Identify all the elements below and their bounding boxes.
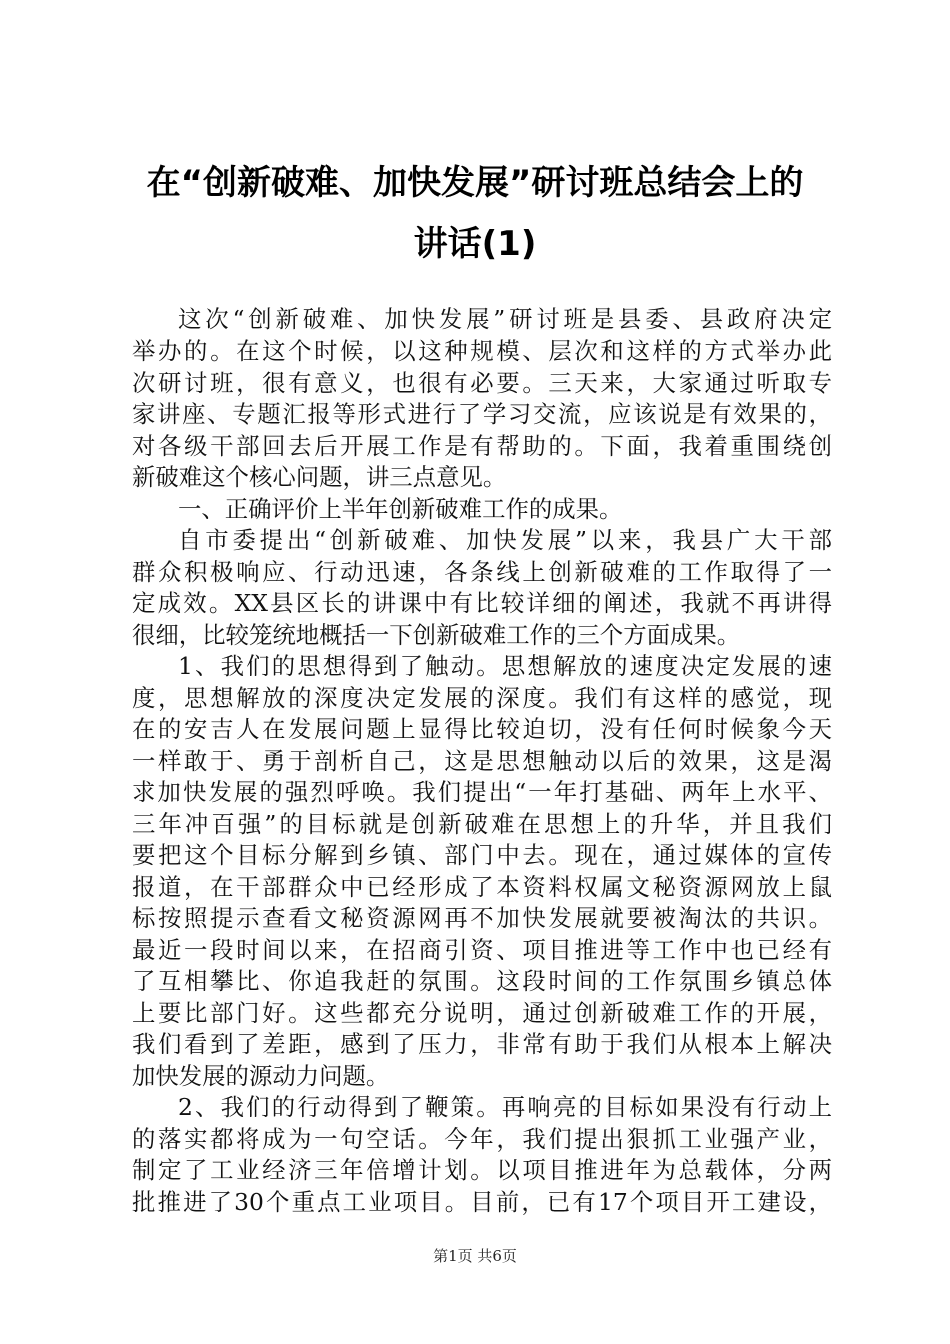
- body-line: 这次“创新破难、加快发展”研讨班是县委、县政府决定: [178, 305, 832, 333]
- body-line: 对各级干部回去后开展工作是有帮助的。下面，我着重围绕创: [132, 432, 832, 460]
- document-title-line-1: 在“创新破难、加快发展”研讨班总结会上的: [146, 163, 804, 203]
- body-line: 求加快发展的强烈呼唤。我们提出“一年打基础、两年上水平、: [132, 778, 832, 806]
- body-line: 举办的。在这个时候，以这种规模、层次和这样的方式举办此: [132, 337, 832, 365]
- document-title-line-2: 讲话(1): [413, 224, 537, 264]
- body-line: 报道，在干部群众中已经形成了本资料权属文秘资源网放上鼠: [132, 873, 832, 901]
- body-line: 最近一段时间以来，在招商引资、项目推进等工作中也已经有: [132, 936, 832, 964]
- body-line: 度，思想解放的深度决定发展的深度。我们有这样的感觉，现: [132, 684, 832, 712]
- body-line: 三年冲百强”的目标就是创新破难在思想上的升华，并且我们: [132, 810, 832, 838]
- body-line: 的落实都将成为一句空话。今年，我们提出狠抓工业强产业，: [132, 1125, 832, 1153]
- body-line: 自市委提出“创新破难、加快发展”以来，我县广大干部: [178, 526, 832, 554]
- body-line: 很细，比较笼统地概括一下创新破难工作的三个方面成果。: [132, 621, 741, 649]
- body-line: 新破难这个核心问题，讲三点意见。: [132, 463, 507, 491]
- body-line: 标按照提示查看文秘资源网再不加快发展就要被淘汰的共识。: [132, 904, 832, 932]
- body-line: 次研讨班，很有意义，也很有必要。三天来，大家通过听取专: [132, 369, 832, 397]
- body-line: 2、我们的行动得到了鞭策。再响亮的目标如果没有行动上: [178, 1093, 832, 1121]
- body-line: 制定了工业经济三年倍增计划。以项目推进年为总载体，分两: [132, 1156, 832, 1184]
- body-line: 加快发展的源动力问题。: [132, 1062, 390, 1090]
- page-number-footer: 第1页 共6页: [433, 1247, 517, 1265]
- body-line: 群众积极响应、行动迅速，各条线上创新破难的工作取得了一: [132, 558, 832, 586]
- body-line: 我们看到了差距，感到了压力，非常有助于我们从根本上解决: [132, 1030, 832, 1058]
- body-line: 1、我们的思想得到了触动。思想解放的速度决定发展的速: [178, 652, 832, 680]
- section-heading: 一、正确评价上半年创新破难工作的成果。: [178, 495, 623, 523]
- body-line: 一样敢于、勇于剖析自己，这是思想触动以后的效果，这是渴: [132, 747, 832, 775]
- body-line: 家讲座、专题汇报等形式进行了学习交流，应该说是有效果的，: [132, 400, 832, 428]
- body-line: 要把这个目标分解到乡镇、部门中去。现在，通过媒体的宣传: [132, 841, 832, 869]
- body-line: 了互相攀比、你追我赶的氛围。这段时间的工作氛围乡镇总体: [132, 967, 832, 995]
- body-line: 上要比部门好。这些都充分说明，通过创新破难工作的开展，: [132, 999, 832, 1027]
- body-line: 批推进了30个重点工业项目。目前，已有17个项目开工建设，: [132, 1188, 832, 1216]
- body-line: 在的安吉人在发展问题上显得比较迫切，没有任何时候象今天: [132, 715, 832, 743]
- body-line: 定成效。XX县区长的讲课中有比较详细的阐述，我就不再讲得: [132, 589, 832, 617]
